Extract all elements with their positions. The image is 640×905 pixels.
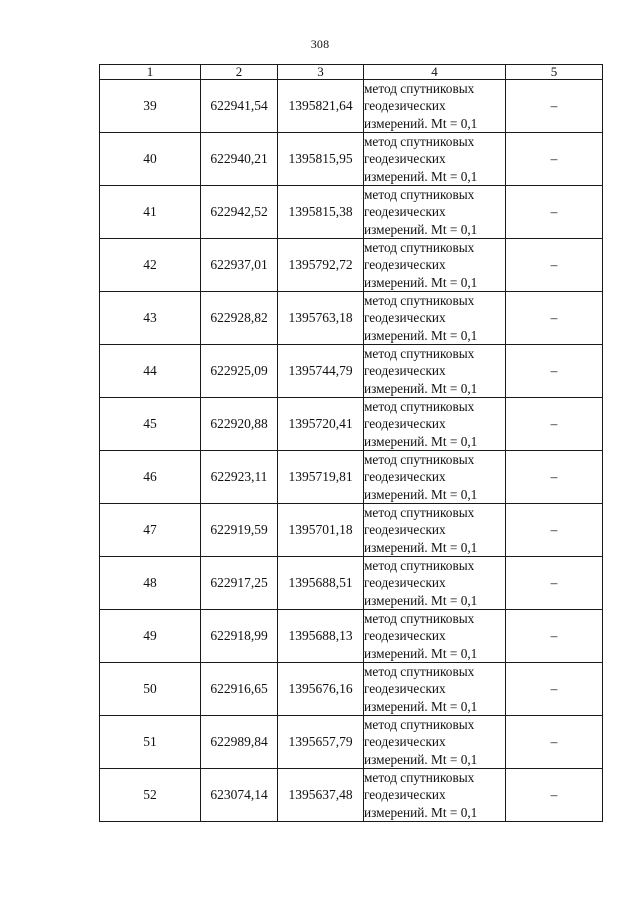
page-number: 308 [310,37,330,51]
method-cell: метод спутниковых геодезических измерений. Mt = 0,1 [364,557,506,610]
x-coordinate-cell: 622925,09 [201,345,278,398]
y-coordinate-cell: 1395657,79 [278,716,364,769]
y-coordinate-cell: 1395637,48 [278,769,364,822]
point-number-cell: 46 [100,451,201,504]
point-number-cell: 47 [100,504,201,557]
y-coordinate-cell: 1395815,38 [278,186,364,239]
point-number-cell: 50 [100,663,201,716]
table-row [100,239,603,292]
note-cell: – [506,398,603,451]
table-row [100,504,603,557]
header-row [100,65,603,80]
table-row [100,769,603,822]
method-cell: метод спутниковых геодезических измерений. Mt = 0,1 [364,716,506,769]
table-row [100,610,603,663]
method-cell: метод спутниковых геодезических измерений. Mt = 0,1 [364,80,506,133]
table-row [100,398,603,451]
point-number-cell: 40 [100,133,201,186]
table-row [100,133,603,186]
column-header-2: 2 [201,65,278,80]
point-number-cell: 39 [100,80,201,133]
method-cell: метод спутниковых геодезических измерений. Mt = 0,1 [364,186,506,239]
point-number-cell: 43 [100,292,201,345]
note-cell: – [506,239,603,292]
method-cell: метод спутниковых геодезических измерений. Mt = 0,1 [364,504,506,557]
table-row [100,663,603,716]
note-cell: – [506,504,603,557]
y-coordinate-cell: 1395821,64 [278,80,364,133]
point-number-cell: 49 [100,610,201,663]
y-coordinate-cell: 1395720,41 [278,398,364,451]
method-cell: метод спутниковых геодезических измерений. Mt = 0,1 [364,663,506,716]
method-cell: метод спутниковых геодезических измерений. Mt = 0,1 [364,610,506,663]
table-row [100,345,603,398]
note-cell: – [506,769,603,822]
y-coordinate-cell: 1395688,51 [278,557,364,610]
note-cell: – [506,663,603,716]
point-number-cell: 48 [100,557,201,610]
x-coordinate-cell: 622916,65 [201,663,278,716]
x-coordinate-cell: 622940,21 [201,133,278,186]
table-row [100,292,603,345]
y-coordinate-cell: 1395792,72 [278,239,364,292]
method-cell: метод спутниковых геодезических измерений. Mt = 0,1 [364,239,506,292]
table-row [100,557,603,610]
table-row [100,80,603,133]
x-coordinate-cell: 622920,88 [201,398,278,451]
note-cell: – [506,716,603,769]
y-coordinate-cell: 1395719,81 [278,451,364,504]
y-coordinate-cell: 1395744,79 [278,345,364,398]
x-coordinate-cell: 622989,84 [201,716,278,769]
column-header-3: 3 [278,65,364,80]
method-cell: метод спутниковых геодезических измерений. Mt = 0,1 [364,451,506,504]
method-cell: метод спутниковых геодезических измерений. Mt = 0,1 [364,292,506,345]
point-number-cell: 52 [100,769,201,822]
table-row [100,186,603,239]
y-coordinate-cell: 1395701,18 [278,504,364,557]
note-cell: – [506,610,603,663]
note-cell: – [506,345,603,398]
note-cell: – [506,451,603,504]
note-cell: – [506,80,603,133]
method-cell: метод спутниковых геодезических измерений. Mt = 0,1 [364,133,506,186]
x-coordinate-cell: 623074,14 [201,769,278,822]
y-coordinate-cell: 1395815,95 [278,133,364,186]
method-cell: метод спутниковых геодезических измерений. Mt = 0,1 [364,398,506,451]
column-header-1: 1 [100,65,201,80]
coordinates-table [99,64,603,822]
x-coordinate-cell: 622917,25 [201,557,278,610]
point-number-cell: 44 [100,345,201,398]
column-header-4: 4 [364,65,506,80]
x-coordinate-cell: 622941,54 [201,80,278,133]
x-coordinate-cell: 622919,59 [201,504,278,557]
x-coordinate-cell: 622937,01 [201,239,278,292]
y-coordinate-cell: 1395763,18 [278,292,364,345]
x-coordinate-cell: 622942,52 [201,186,278,239]
y-coordinate-cell: 1395688,13 [278,610,364,663]
point-number-cell: 51 [100,716,201,769]
y-coordinate-cell: 1395676,16 [278,663,364,716]
note-cell: – [506,133,603,186]
note-cell: – [506,186,603,239]
point-number-cell: 42 [100,239,201,292]
method-cell: метод спутниковых геодезических измерений. Mt = 0,1 [364,769,506,822]
x-coordinate-cell: 622918,99 [201,610,278,663]
x-coordinate-cell: 622923,11 [201,451,278,504]
note-cell: – [506,557,603,610]
table-row [100,451,603,504]
point-number-cell: 41 [100,186,201,239]
table-row [100,716,603,769]
point-number-cell: 45 [100,398,201,451]
x-coordinate-cell: 622928,82 [201,292,278,345]
note-cell: – [506,292,603,345]
column-header-5: 5 [506,65,603,80]
method-cell: метод спутниковых геодезических измерений. Mt = 0,1 [364,345,506,398]
table-body [100,65,603,822]
